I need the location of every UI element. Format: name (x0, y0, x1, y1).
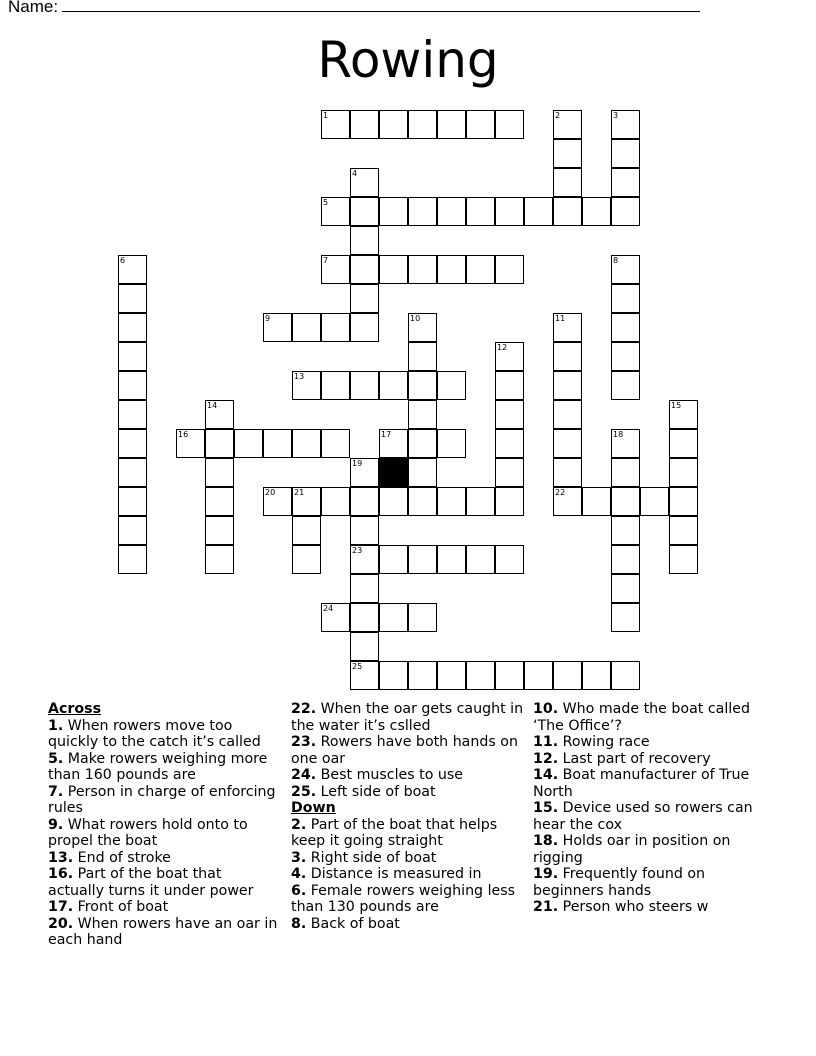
clue-number: 5 (323, 198, 329, 207)
grid-cell[interactable] (176, 429, 205, 458)
clue-number: 6 (120, 256, 126, 265)
grid-cell[interactable] (524, 197, 553, 226)
grid-cell[interactable] (437, 487, 466, 516)
grid-cell[interactable] (437, 371, 466, 400)
grid-cell[interactable] (611, 168, 640, 197)
down-heading: Down (291, 800, 336, 816)
page-title: Rowing (317, 31, 499, 89)
grid-cell[interactable] (495, 342, 524, 371)
down-clue (291, 817, 527, 850)
clue-number: 11. (533, 734, 559, 750)
grid-cell[interactable] (350, 603, 379, 632)
clue-text: Make rowers weighing more than 160 pounds are (48, 750, 268, 783)
across-clue (291, 701, 527, 734)
grid-cell[interactable] (611, 255, 640, 284)
clue-number: 3 (613, 111, 619, 120)
grid-cell[interactable] (379, 255, 408, 284)
grid-cell[interactable] (495, 545, 524, 574)
down-clue (533, 899, 773, 916)
clue-number: 24 (323, 604, 334, 613)
grid-cell[interactable] (205, 487, 234, 516)
clue-number: 8 (613, 256, 619, 265)
clue-number: 19. (533, 866, 559, 882)
grid-cell[interactable] (582, 661, 611, 690)
grid-cell[interactable] (437, 661, 466, 690)
grid-cell[interactable] (321, 371, 350, 400)
grid-cell[interactable] (321, 603, 350, 632)
grid-cell[interactable] (379, 545, 408, 574)
grid-cell[interactable] (379, 197, 408, 226)
grid-cell[interactable] (408, 458, 437, 487)
clue-number: 17 (381, 430, 392, 439)
grid-cell[interactable] (611, 371, 640, 400)
down-clue (291, 850, 527, 867)
grid-cell[interactable] (118, 342, 147, 371)
grid-cell[interactable] (553, 661, 582, 690)
grid-cell[interactable] (466, 197, 495, 226)
grid-cell[interactable] (553, 313, 582, 342)
clue-number: 9. (48, 816, 64, 833)
clue-number: 19 (352, 459, 363, 468)
grid-cell[interactable] (350, 574, 379, 603)
clue-number: 15. (533, 800, 559, 816)
grid-cell[interactable] (263, 429, 292, 458)
grid-cell[interactable] (466, 110, 495, 139)
grid-cell[interactable] (466, 255, 495, 284)
grid-cell[interactable] (611, 603, 640, 632)
clue-text: Female rowers weighing less than 130 pounds are (291, 882, 516, 915)
clue-number: 21 (294, 488, 305, 497)
grid-cell[interactable] (553, 197, 582, 226)
grid-cell[interactable] (292, 313, 321, 342)
clue-text: Front of boat (73, 899, 169, 915)
clue-text: Part of the boat that actually turns it under power (48, 866, 254, 899)
clue-number: 12. (533, 750, 559, 767)
grid-cell[interactable] (437, 429, 466, 458)
clue-number: 20 (265, 488, 276, 497)
grid-cell[interactable] (495, 429, 524, 458)
clue-number: 5. (48, 750, 64, 767)
clue-number: 18 (613, 430, 624, 439)
grid-cell[interactable] (408, 342, 437, 371)
grid-cell[interactable] (350, 284, 379, 313)
down-clue (533, 734, 773, 751)
across-clue (48, 817, 280, 850)
grid-cell[interactable] (437, 110, 466, 139)
clue-text: Rowing race (558, 734, 650, 750)
grid-cell[interactable] (408, 197, 437, 226)
clue-number: 18. (533, 833, 559, 849)
grid-cell[interactable] (350, 545, 379, 574)
grid-cell[interactable] (292, 516, 321, 545)
grid-cell[interactable] (437, 255, 466, 284)
grid-cell[interactable] (292, 545, 321, 574)
across-heading: Across (48, 701, 102, 717)
clue-text: Person in charge of enforcing rules (48, 783, 276, 816)
clue-text: Back of boat (306, 915, 400, 932)
across-clue (291, 784, 527, 801)
grid-cell[interactable] (350, 313, 379, 342)
clue-number: 16 (178, 430, 189, 439)
grid-cell[interactable] (466, 545, 495, 574)
grid-cell[interactable] (205, 516, 234, 545)
grid-cell[interactable] (408, 255, 437, 284)
grid-cell[interactable] (205, 400, 234, 429)
clue-number: 14. (533, 767, 559, 783)
grid-cell[interactable] (321, 487, 350, 516)
down-clue (533, 800, 773, 833)
grid-cell[interactable] (495, 197, 524, 226)
grid-cell[interactable] (292, 371, 321, 400)
clue-number: 12 (497, 343, 508, 352)
across-clue (291, 767, 527, 784)
across-clue (48, 866, 280, 899)
across-clue (48, 784, 280, 817)
grid-cell[interactable] (611, 313, 640, 342)
grid-cell[interactable] (408, 545, 437, 574)
grid-cell[interactable] (321, 429, 350, 458)
clue-number: 25 (352, 662, 363, 671)
grid-cell[interactable] (379, 429, 408, 458)
clue-number: 13 (294, 372, 305, 381)
grid-cell[interactable] (408, 400, 437, 429)
across-clue (48, 916, 280, 949)
grid-cell[interactable] (437, 197, 466, 226)
clues-column-2 (291, 701, 527, 932)
clue-number: 2. (291, 816, 307, 833)
grid-cell[interactable] (321, 110, 350, 139)
grid-cell[interactable] (669, 400, 698, 429)
clue-number: 10 (410, 314, 421, 323)
grid-cell[interactable] (553, 168, 582, 197)
grid-cell[interactable] (669, 516, 698, 545)
grid-cell[interactable] (495, 255, 524, 284)
grid-cell[interactable] (553, 139, 582, 168)
clue-text: Left side of boat (316, 783, 436, 800)
grid-cell[interactable] (640, 487, 669, 516)
grid-cell[interactable] (292, 487, 321, 516)
grid-cell[interactable] (118, 371, 147, 400)
grid-cell[interactable] (205, 545, 234, 574)
down-clue (291, 916, 527, 933)
grid-cell[interactable] (495, 661, 524, 690)
grid-cell[interactable] (466, 487, 495, 516)
clue-number: 2 (555, 111, 561, 120)
clue-number: 1. (48, 717, 64, 734)
clue-number: 25. (291, 783, 317, 800)
down-clue (533, 866, 773, 899)
grid-cell[interactable] (582, 197, 611, 226)
grid-cell[interactable] (611, 458, 640, 487)
grid-cell[interactable] (611, 661, 640, 690)
clue-number: 21. (533, 899, 559, 915)
grid-cell[interactable] (118, 284, 147, 313)
grid-cell[interactable] (553, 400, 582, 429)
clue-number: 10. (533, 701, 559, 717)
grid-cell[interactable] (292, 429, 321, 458)
grid-cell[interactable] (553, 487, 582, 516)
clue-number: 23 (352, 546, 363, 555)
grid-cell[interactable] (611, 487, 640, 516)
grid-cell[interactable] (466, 661, 495, 690)
grid-cell[interactable] (611, 574, 640, 603)
clue-text: When rowers have an oar in each hand (48, 915, 278, 948)
grid-cell[interactable] (669, 545, 698, 574)
grid-cell[interactable] (205, 458, 234, 487)
grid-cell[interactable] (611, 516, 640, 545)
grid-cell[interactable] (611, 197, 640, 226)
grid-cell[interactable] (118, 400, 147, 429)
across-clue (48, 850, 280, 867)
grid-cell[interactable] (118, 255, 147, 284)
clue-text: When rowers move too quickly to the catch it’s called (48, 717, 261, 750)
across-clue-list (48, 718, 280, 949)
down-clue (533, 767, 773, 800)
clue-number: 13. (48, 849, 74, 866)
clue-number: 9 (265, 314, 271, 323)
grid-cell[interactable] (495, 400, 524, 429)
grid-cell[interactable] (350, 226, 379, 255)
down-clue (533, 751, 773, 768)
grid-cell[interactable] (263, 487, 292, 516)
clue-text: Holds oar in position on rigging (533, 833, 731, 866)
down-clue (533, 701, 773, 734)
grid-cell[interactable] (408, 371, 437, 400)
clue-number: 11 (555, 314, 566, 323)
clue-text: Rowers have both hands on one oar (291, 734, 518, 767)
clues-column-1 (48, 701, 280, 949)
grid-cell[interactable] (408, 603, 437, 632)
clue-number: 14 (207, 401, 218, 410)
grid-cell[interactable] (118, 545, 147, 574)
clue-text: Device used so rowers can hear the cox (533, 800, 753, 833)
grid-cell[interactable] (350, 168, 379, 197)
down-clue (291, 883, 527, 916)
grid-cell[interactable] (379, 603, 408, 632)
grid-cell[interactable] (553, 110, 582, 139)
grid-cell[interactable] (234, 429, 263, 458)
across-clue-list-continued (291, 701, 527, 800)
grid-cell[interactable] (669, 458, 698, 487)
grid-cell[interactable] (669, 429, 698, 458)
clue-text: Part of the boat that helps keep it going straight (291, 816, 498, 849)
clue-text: Boat manufacturer of True North (533, 767, 750, 800)
grid-cell[interactable] (379, 661, 408, 690)
grid-cell[interactable] (495, 458, 524, 487)
grid-cell[interactable] (495, 110, 524, 139)
grid-cell[interactable] (553, 342, 582, 371)
grid-cell[interactable] (321, 255, 350, 284)
clue-number: 7 (323, 256, 329, 265)
clue-number: 7. (48, 783, 64, 800)
grid-cell[interactable] (582, 487, 611, 516)
grid-cell[interactable] (350, 458, 379, 487)
grid-cell[interactable] (350, 371, 379, 400)
clue-number: 17. (48, 899, 74, 915)
clue-number: 3. (291, 849, 307, 866)
clue-text: Right side of boat (306, 849, 437, 866)
grid-cell[interactable] (118, 458, 147, 487)
clues-column-3 (533, 701, 773, 916)
clue-number: 15 (671, 401, 682, 410)
across-clue (48, 718, 280, 751)
clue-number: 22. (291, 701, 317, 717)
grid-cell[interactable] (611, 139, 640, 168)
grid-cell[interactable] (408, 661, 437, 690)
clue-text: Best muscles to use (316, 767, 464, 783)
clue-number: 22 (555, 488, 566, 497)
grid-cell[interactable] (524, 661, 553, 690)
clue-text: Who made the boat called ‘The Office’? (533, 701, 750, 734)
clue-number: 1 (323, 111, 329, 120)
black-square (379, 458, 408, 487)
grid-cell[interactable] (205, 429, 234, 458)
grid-cell[interactable] (553, 429, 582, 458)
clue-number: 24. (291, 767, 317, 783)
grid-cell[interactable] (350, 661, 379, 690)
grid-cell[interactable] (350, 197, 379, 226)
clue-number: 23. (291, 734, 317, 750)
grid-cell[interactable] (495, 371, 524, 400)
grid-cell[interactable] (118, 487, 147, 516)
grid-cell[interactable] (321, 313, 350, 342)
grid-cell[interactable] (669, 487, 698, 516)
clue-number: 6. (291, 882, 307, 899)
grid-cell[interactable] (263, 313, 292, 342)
across-clue (48, 751, 280, 784)
grid-cell[interactable] (408, 313, 437, 342)
grid-cell[interactable] (408, 487, 437, 516)
down-clue-list-continued (533, 701, 773, 916)
clue-text: Last part of recovery (558, 750, 711, 767)
grid-cell[interactable] (118, 429, 147, 458)
grid-cell[interactable] (611, 342, 640, 371)
clue-number: 4 (352, 169, 358, 178)
down-clue (291, 866, 527, 883)
clue-number: 20. (48, 915, 74, 932)
grid-cell[interactable] (379, 487, 408, 516)
name-label: Name: (8, 0, 59, 16)
grid-cell[interactable] (553, 458, 582, 487)
grid-cell[interactable] (611, 110, 640, 139)
clue-text: End of stroke (73, 849, 171, 866)
grid-cell[interactable] (553, 371, 582, 400)
grid-cell[interactable] (118, 313, 147, 342)
grid-cell[interactable] (321, 197, 350, 226)
across-clue (48, 899, 280, 916)
clue-text: Person who steers w (558, 899, 709, 915)
clue-number: 8. (291, 915, 307, 932)
clue-number: 16. (48, 866, 74, 882)
grid-cell[interactable] (408, 110, 437, 139)
grid-cell[interactable] (118, 516, 147, 545)
grid-cell[interactable] (350, 110, 379, 139)
grid-cell[interactable] (350, 632, 379, 661)
grid-cell[interactable] (611, 545, 640, 574)
clue-number: 4. (291, 866, 307, 882)
grid-cell[interactable] (611, 284, 640, 313)
clue-text: When the oar gets caught in the water it’s cslled (291, 701, 524, 734)
clue-text: Distance is measured in (306, 866, 482, 882)
grid-cell[interactable] (611, 429, 640, 458)
grid-cell[interactable] (350, 516, 379, 545)
down-clue (533, 833, 773, 866)
grid-cell[interactable] (379, 371, 408, 400)
grid-cell[interactable] (350, 255, 379, 284)
across-clue (291, 734, 527, 767)
grid-cell[interactable] (495, 487, 524, 516)
down-clue-list (291, 817, 527, 933)
grid-cell[interactable] (408, 429, 437, 458)
grid-cell[interactable] (350, 487, 379, 516)
clue-text: What rowers hold onto to propel the boat (48, 816, 248, 849)
clue-text: Frequently found on beginners hands (533, 866, 706, 899)
grid-cell[interactable] (379, 110, 408, 139)
grid-cell[interactable] (437, 545, 466, 574)
